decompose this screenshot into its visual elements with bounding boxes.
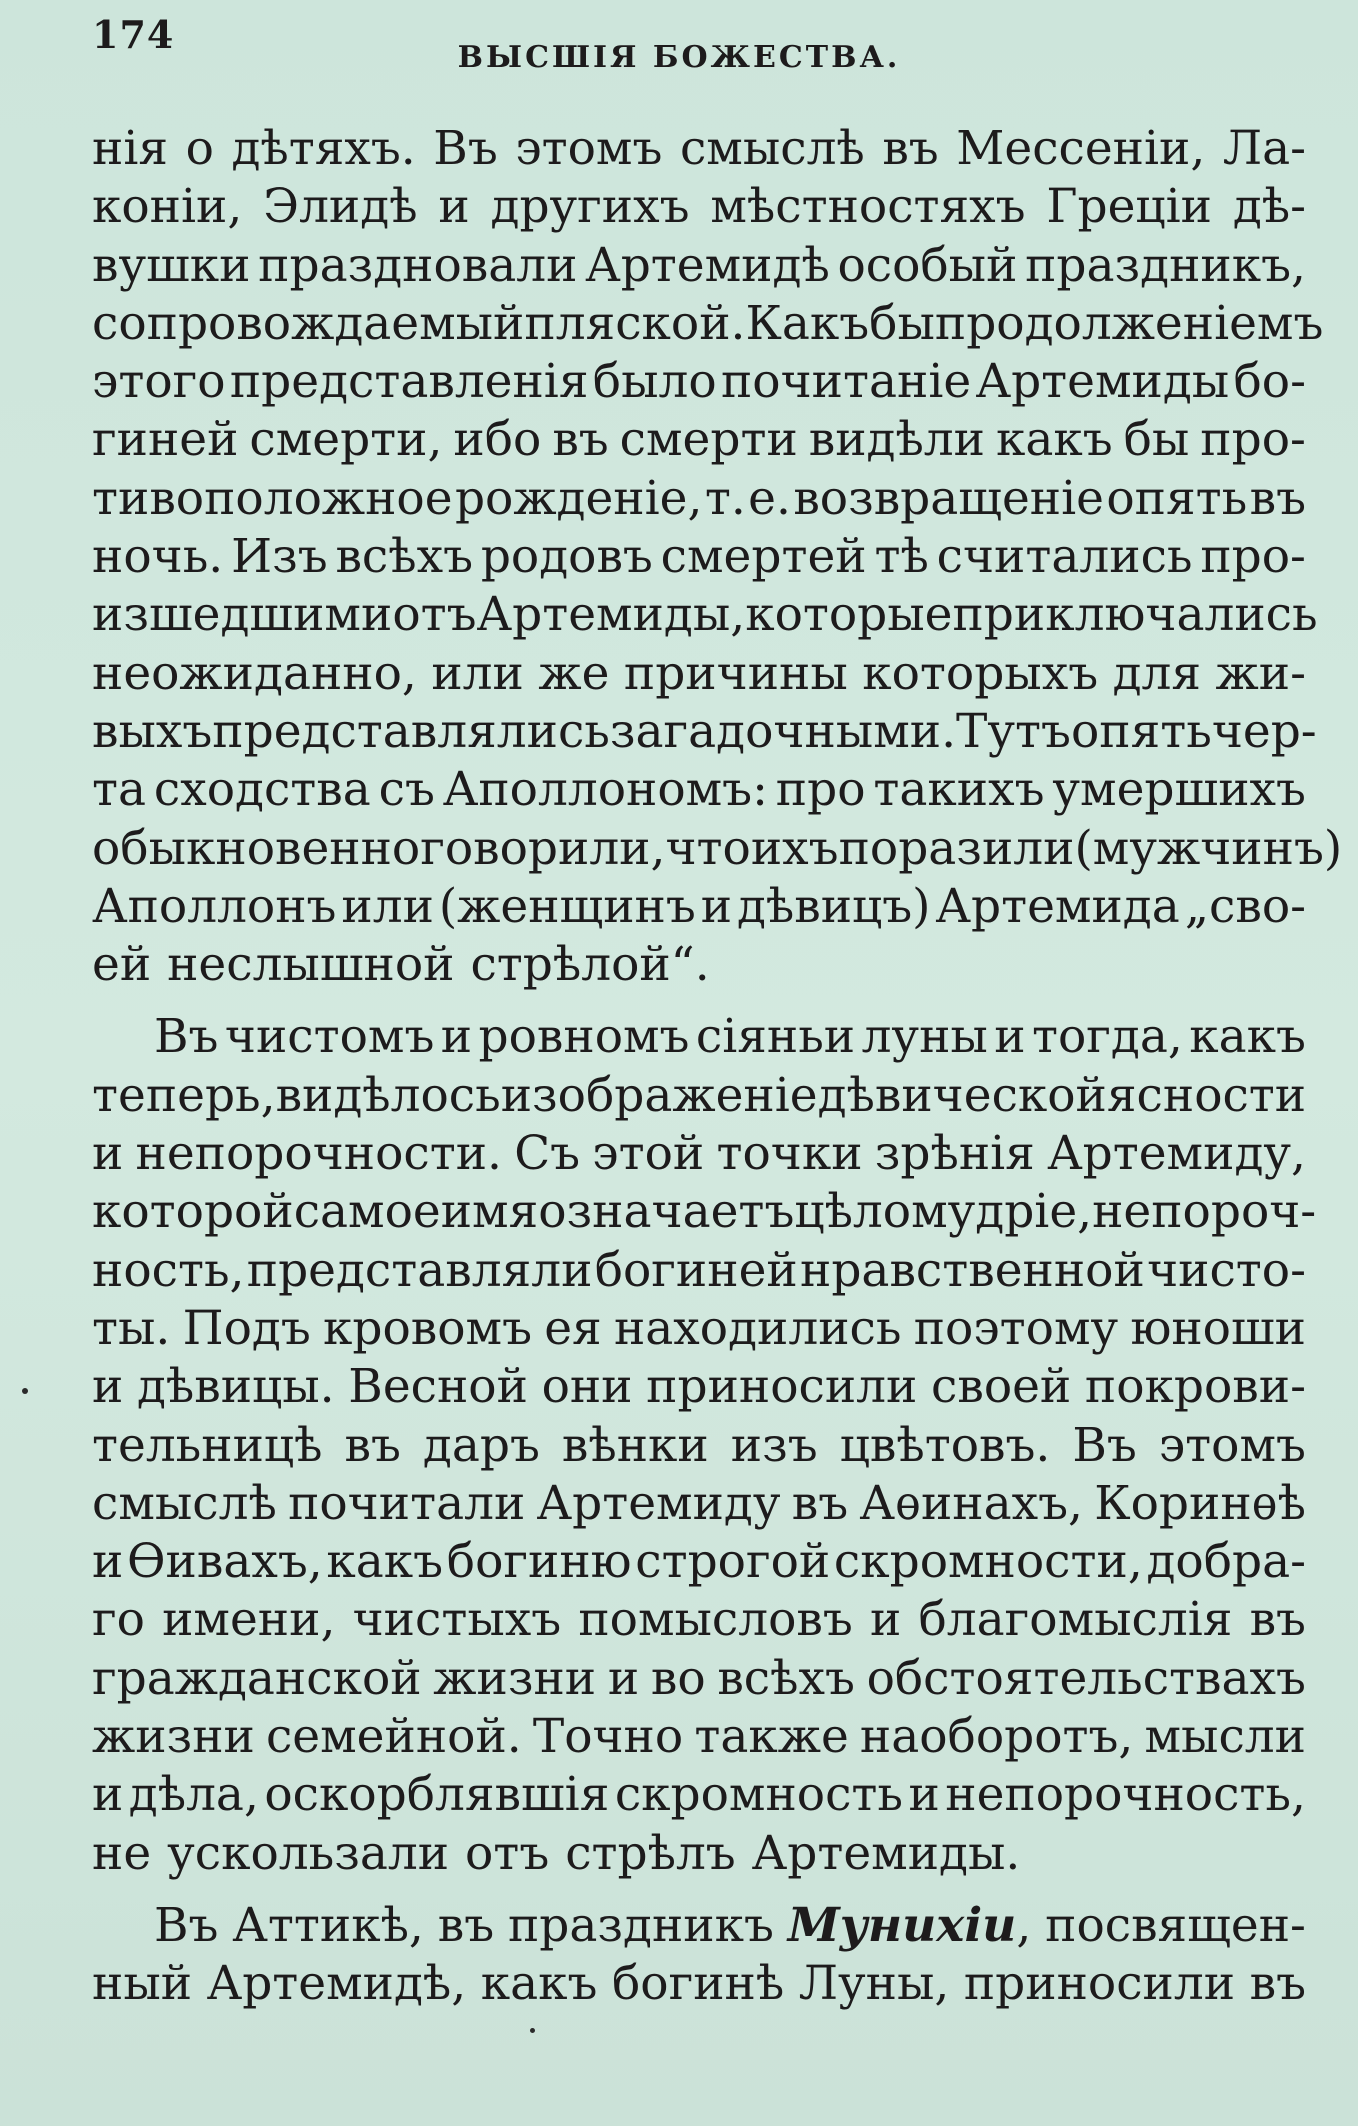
word: покрови- bbox=[1084, 1359, 1306, 1415]
word: жи- bbox=[1215, 645, 1306, 701]
text-line bbox=[92, 528, 1306, 586]
word: ибо bbox=[453, 412, 542, 468]
word: родовъ bbox=[480, 529, 653, 585]
text-line bbox=[92, 820, 1343, 878]
word: для bbox=[1112, 645, 1202, 701]
word: они bbox=[541, 1359, 633, 1415]
text-line bbox=[92, 1475, 1306, 1533]
word: такихъ bbox=[873, 762, 1045, 818]
word: ясности bbox=[1106, 1067, 1307, 1123]
word: скромность bbox=[614, 1767, 904, 1823]
word: съ bbox=[378, 762, 435, 818]
word: бо- bbox=[1233, 354, 1306, 410]
word: Греціи bbox=[1046, 179, 1213, 235]
word: или bbox=[431, 645, 524, 701]
word: приносили bbox=[963, 1956, 1236, 2012]
ink-speck bbox=[530, 2028, 535, 2033]
word: продолженіемъ bbox=[934, 295, 1324, 351]
word: теперь, bbox=[92, 1067, 276, 1123]
text-line bbox=[92, 936, 1306, 994]
word: посвящен- bbox=[1045, 1897, 1306, 1953]
word: Ла- bbox=[1222, 121, 1306, 176]
text-line bbox=[92, 1897, 1306, 1955]
word: стрѣлъ bbox=[565, 1825, 736, 1881]
word: Аѳинахъ, bbox=[859, 1475, 1083, 1531]
word: какъ bbox=[1189, 1009, 1306, 1065]
word: дѣ- bbox=[1232, 179, 1306, 235]
word: въ bbox=[791, 1475, 849, 1531]
word: отъ bbox=[465, 1825, 550, 1881]
word: Въ bbox=[1072, 1417, 1137, 1473]
word: мѣстностяхъ bbox=[710, 179, 1026, 235]
word: имени, bbox=[162, 1592, 336, 1648]
word: почитали bbox=[288, 1475, 526, 1531]
word: „сво- bbox=[1184, 878, 1306, 934]
word: отъ bbox=[392, 587, 477, 643]
word: смыслѣ bbox=[92, 1475, 277, 1531]
word: этомъ bbox=[1158, 1417, 1306, 1473]
word: также bbox=[694, 1709, 849, 1765]
word: Въ bbox=[154, 1897, 219, 1953]
word: дѣвической bbox=[817, 1067, 1107, 1123]
word: приключались bbox=[952, 587, 1318, 643]
text-line bbox=[92, 1533, 1306, 1591]
word: непорочности. bbox=[135, 1126, 502, 1182]
word: смерти, bbox=[249, 412, 443, 468]
word: же bbox=[538, 645, 610, 701]
word: про- bbox=[1200, 412, 1306, 468]
text-line bbox=[92, 295, 1324, 353]
text-line bbox=[92, 645, 1306, 703]
word: которой bbox=[92, 1184, 294, 1240]
text-line bbox=[92, 1708, 1306, 1766]
word: скромности, bbox=[833, 1534, 1143, 1590]
text-line bbox=[92, 411, 1306, 469]
word: Артемиды. bbox=[751, 1825, 1021, 1881]
word: въ bbox=[552, 412, 609, 468]
word: цѣломудріе, bbox=[794, 1184, 1093, 1240]
word: дѣвицы. bbox=[136, 1359, 335, 1415]
word: Коринѳѣ bbox=[1094, 1475, 1306, 1531]
word: умершихъ bbox=[1052, 762, 1306, 818]
word: Подъ bbox=[182, 1300, 311, 1356]
paragraph bbox=[92, 1897, 1306, 2014]
word: въ bbox=[344, 1417, 401, 1473]
text-line bbox=[92, 353, 1306, 411]
word: этой bbox=[592, 1126, 705, 1182]
word: чисто- bbox=[1147, 1242, 1306, 1298]
word: нія bbox=[92, 121, 169, 176]
word: жизни bbox=[433, 1650, 597, 1706]
text-line bbox=[92, 878, 1306, 936]
word: выхъ bbox=[92, 703, 213, 759]
word: непороч- bbox=[1092, 1184, 1317, 1240]
word: и bbox=[994, 1009, 1026, 1065]
word: имя bbox=[440, 1184, 539, 1240]
word: видѣли bbox=[808, 412, 985, 468]
word: въ bbox=[1249, 470, 1306, 526]
word: даръ bbox=[422, 1417, 540, 1473]
word: цвѣтовъ. bbox=[839, 1417, 1051, 1473]
paragraph bbox=[92, 120, 1343, 994]
word: Въ bbox=[154, 1009, 219, 1065]
word: Тутъ bbox=[956, 703, 1071, 759]
word: Какъ bbox=[745, 295, 870, 351]
word: ровномъ bbox=[478, 1009, 690, 1065]
text-line bbox=[92, 1358, 1306, 1416]
word: сходства bbox=[153, 762, 371, 818]
word: Артемиды bbox=[975, 354, 1230, 410]
word: другихъ bbox=[490, 179, 690, 235]
word: т. bbox=[704, 470, 746, 526]
word: почитаніе bbox=[720, 354, 972, 410]
word: праздновали bbox=[258, 237, 578, 293]
word: какъ bbox=[995, 412, 1113, 468]
word: оскорблявшія bbox=[264, 1767, 610, 1823]
text-line bbox=[92, 761, 1306, 819]
word: обыкновенно bbox=[92, 820, 421, 876]
word: представленія bbox=[229, 354, 589, 410]
text-line bbox=[92, 1955, 1306, 2013]
word: Аттикѣ, bbox=[232, 1897, 424, 1953]
word: и bbox=[438, 179, 470, 235]
word: было bbox=[592, 354, 717, 410]
word: не bbox=[92, 1825, 152, 1881]
word: ты. bbox=[92, 1300, 171, 1356]
word: своей bbox=[931, 1359, 1072, 1415]
word: гражданской bbox=[92, 1650, 422, 1706]
word: Артемиду, bbox=[1047, 1126, 1306, 1182]
word: смыслѣ bbox=[679, 121, 865, 176]
word: дѣвицъ) bbox=[736, 878, 931, 934]
word: въ bbox=[882, 121, 939, 176]
word: вушки bbox=[92, 237, 251, 293]
word: какъ bbox=[326, 1534, 444, 1590]
word: Артемиды, bbox=[476, 587, 746, 643]
word: и bbox=[440, 1009, 473, 1065]
word: неслышной bbox=[167, 937, 455, 993]
word: чер- bbox=[1211, 703, 1317, 759]
word: тѣ bbox=[874, 529, 929, 585]
word: изображеніе bbox=[500, 1067, 818, 1123]
word: Артемиду bbox=[536, 1475, 781, 1531]
paragraph bbox=[92, 1008, 1317, 1882]
word: тогда, bbox=[1031, 1009, 1183, 1065]
word: е. bbox=[748, 470, 791, 526]
page-number: 174 bbox=[92, 12, 175, 57]
word: смерти bbox=[619, 412, 798, 468]
word: Аполлонъ bbox=[92, 878, 337, 934]
text-line bbox=[92, 1650, 1306, 1708]
word: коніи, bbox=[92, 179, 243, 235]
word: ихъ bbox=[750, 820, 839, 876]
word: считались bbox=[936, 529, 1193, 585]
text-line bbox=[92, 178, 1306, 236]
text-line bbox=[92, 470, 1306, 528]
word: (мужчинъ) bbox=[1074, 820, 1343, 876]
word: семейной. bbox=[265, 1709, 522, 1765]
text-line bbox=[92, 1125, 1306, 1183]
word: тельницѣ bbox=[92, 1417, 323, 1473]
word: которые bbox=[745, 587, 953, 643]
word: сопровождаемый bbox=[92, 295, 525, 351]
word: Ѳивахъ, bbox=[127, 1534, 323, 1590]
text-line bbox=[92, 1183, 1317, 1241]
word: Въ bbox=[433, 121, 498, 176]
word: Артемидѣ, bbox=[206, 1956, 467, 2012]
word: благомыслія bbox=[918, 1592, 1233, 1648]
word: и bbox=[869, 1592, 902, 1648]
paragraph-gap bbox=[92, 1883, 1306, 1897]
text-line bbox=[92, 1008, 1306, 1066]
text-line bbox=[92, 1591, 1306, 1649]
word: изшедшими bbox=[92, 587, 393, 643]
word: Мунихіи, bbox=[787, 1897, 1032, 1953]
word: представлялись bbox=[212, 703, 610, 759]
text-line bbox=[92, 237, 1306, 295]
word: помысловъ bbox=[578, 1592, 853, 1648]
word: праздникъ, bbox=[1025, 237, 1306, 293]
word: самое bbox=[293, 1184, 441, 1240]
word: и bbox=[92, 1767, 124, 1823]
word: всѣхъ bbox=[717, 1650, 855, 1706]
word: которыхъ bbox=[862, 645, 1099, 701]
text-body bbox=[92, 120, 1343, 2014]
word: бы bbox=[869, 295, 935, 351]
word: Элидѣ bbox=[263, 179, 418, 235]
word: о bbox=[185, 121, 214, 176]
word: строгой bbox=[635, 1534, 831, 1590]
word: ускользали bbox=[167, 1825, 450, 1881]
text-line bbox=[92, 1300, 1306, 1358]
word: опять bbox=[1106, 470, 1248, 526]
word: бы bbox=[1123, 412, 1190, 468]
text-line bbox=[92, 703, 1317, 761]
word: гиней bbox=[92, 412, 239, 468]
word: праздникъ bbox=[507, 1897, 774, 1953]
ink-speck bbox=[22, 1388, 28, 1394]
text-line bbox=[92, 1417, 1306, 1475]
text-line bbox=[92, 1825, 1306, 1883]
word: Точно bbox=[532, 1709, 684, 1765]
word: рожденіе, bbox=[454, 470, 703, 526]
word: сіяньи bbox=[695, 1009, 856, 1065]
word: наоборотъ, bbox=[859, 1709, 1134, 1765]
word: ея bbox=[544, 1300, 602, 1356]
word: непорочность, bbox=[945, 1767, 1306, 1823]
word: говорили, bbox=[420, 820, 666, 876]
word: ный bbox=[92, 1956, 193, 2012]
word: тивоположное bbox=[92, 470, 453, 526]
word: въ bbox=[437, 1897, 495, 1953]
text-line bbox=[92, 586, 1318, 644]
word: во bbox=[650, 1650, 706, 1706]
word: или bbox=[341, 878, 434, 934]
word: неожиданно, bbox=[92, 645, 417, 701]
word: этого bbox=[92, 354, 226, 410]
word: находились bbox=[613, 1300, 902, 1356]
text-line bbox=[92, 120, 1306, 178]
word: дѣла, bbox=[128, 1767, 259, 1823]
word: и bbox=[92, 1534, 124, 1590]
word: означаетъ bbox=[538, 1184, 795, 1240]
word: приносили bbox=[646, 1359, 918, 1415]
word: нравственной bbox=[800, 1242, 1145, 1298]
word: зрѣнія bbox=[874, 1126, 1035, 1182]
word: причины bbox=[623, 645, 848, 701]
word: дѣтяхъ. bbox=[231, 121, 416, 176]
word: въ bbox=[1249, 1592, 1306, 1648]
word: какъ bbox=[480, 1956, 598, 2012]
word: и bbox=[92, 1126, 124, 1182]
word: ночь. bbox=[92, 529, 224, 585]
word: и bbox=[908, 1767, 940, 1823]
italic-term: Мунихіи bbox=[787, 1897, 1017, 1953]
word: Артемида bbox=[935, 878, 1180, 934]
word: богиней bbox=[594, 1242, 798, 1298]
word: обстоятельствахъ bbox=[866, 1650, 1306, 1706]
paragraph-gap bbox=[92, 994, 1306, 1008]
word: богиню bbox=[446, 1534, 632, 1590]
running-head: ВЫСШІЯ БОЖЕСТВА. bbox=[457, 40, 901, 75]
word: смертей bbox=[660, 529, 867, 585]
word: возвращеніе bbox=[793, 470, 1104, 526]
text-line bbox=[92, 1766, 1306, 1824]
word: всѣхъ bbox=[335, 529, 473, 585]
word: и bbox=[607, 1650, 640, 1706]
word: что bbox=[665, 820, 751, 876]
word: въ bbox=[1249, 1956, 1306, 2012]
word: ность, bbox=[92, 1242, 245, 1298]
word: юноши bbox=[1130, 1300, 1306, 1356]
word: пляской. bbox=[524, 295, 746, 351]
word: Мессеніи, bbox=[956, 121, 1206, 176]
word: Луны, bbox=[798, 1956, 950, 2012]
word: чистыхъ bbox=[352, 1592, 562, 1648]
word: кровомъ bbox=[323, 1300, 532, 1356]
word: жизни bbox=[92, 1709, 255, 1765]
word: богинѣ bbox=[612, 1956, 785, 2012]
word: про- bbox=[1200, 529, 1306, 585]
word: загадочными. bbox=[609, 703, 957, 759]
word: этомъ bbox=[515, 121, 663, 176]
word: поразили bbox=[838, 820, 1075, 876]
word: го bbox=[92, 1592, 145, 1648]
word: представляли bbox=[246, 1242, 593, 1298]
word: изъ bbox=[730, 1417, 818, 1473]
text-line bbox=[92, 1242, 1306, 1300]
word: видѣлось bbox=[275, 1067, 501, 1123]
word: поэтому bbox=[913, 1300, 1119, 1356]
word: Артемидѣ bbox=[585, 237, 830, 293]
word: особый bbox=[837, 237, 1018, 293]
word: Изъ bbox=[231, 529, 328, 585]
word: Весной bbox=[348, 1359, 528, 1415]
word: и bbox=[700, 878, 733, 934]
word: стрѣлой“. bbox=[470, 937, 710, 993]
word: опять bbox=[1070, 703, 1212, 759]
word: добра- bbox=[1146, 1534, 1306, 1590]
word: мысли bbox=[1144, 1709, 1306, 1765]
word: и bbox=[92, 1359, 124, 1415]
word: (женщинъ bbox=[438, 878, 696, 934]
word: Аполлономъ: bbox=[442, 762, 768, 818]
word: чистомъ bbox=[224, 1009, 435, 1065]
word: луны bbox=[861, 1009, 988, 1065]
word: Съ bbox=[514, 1126, 581, 1182]
text-line bbox=[92, 1067, 1306, 1125]
word: ей bbox=[92, 937, 152, 993]
word: точки bbox=[716, 1126, 863, 1182]
word: про bbox=[775, 762, 866, 818]
word: та bbox=[92, 762, 147, 818]
word: вѣнки bbox=[561, 1417, 709, 1473]
